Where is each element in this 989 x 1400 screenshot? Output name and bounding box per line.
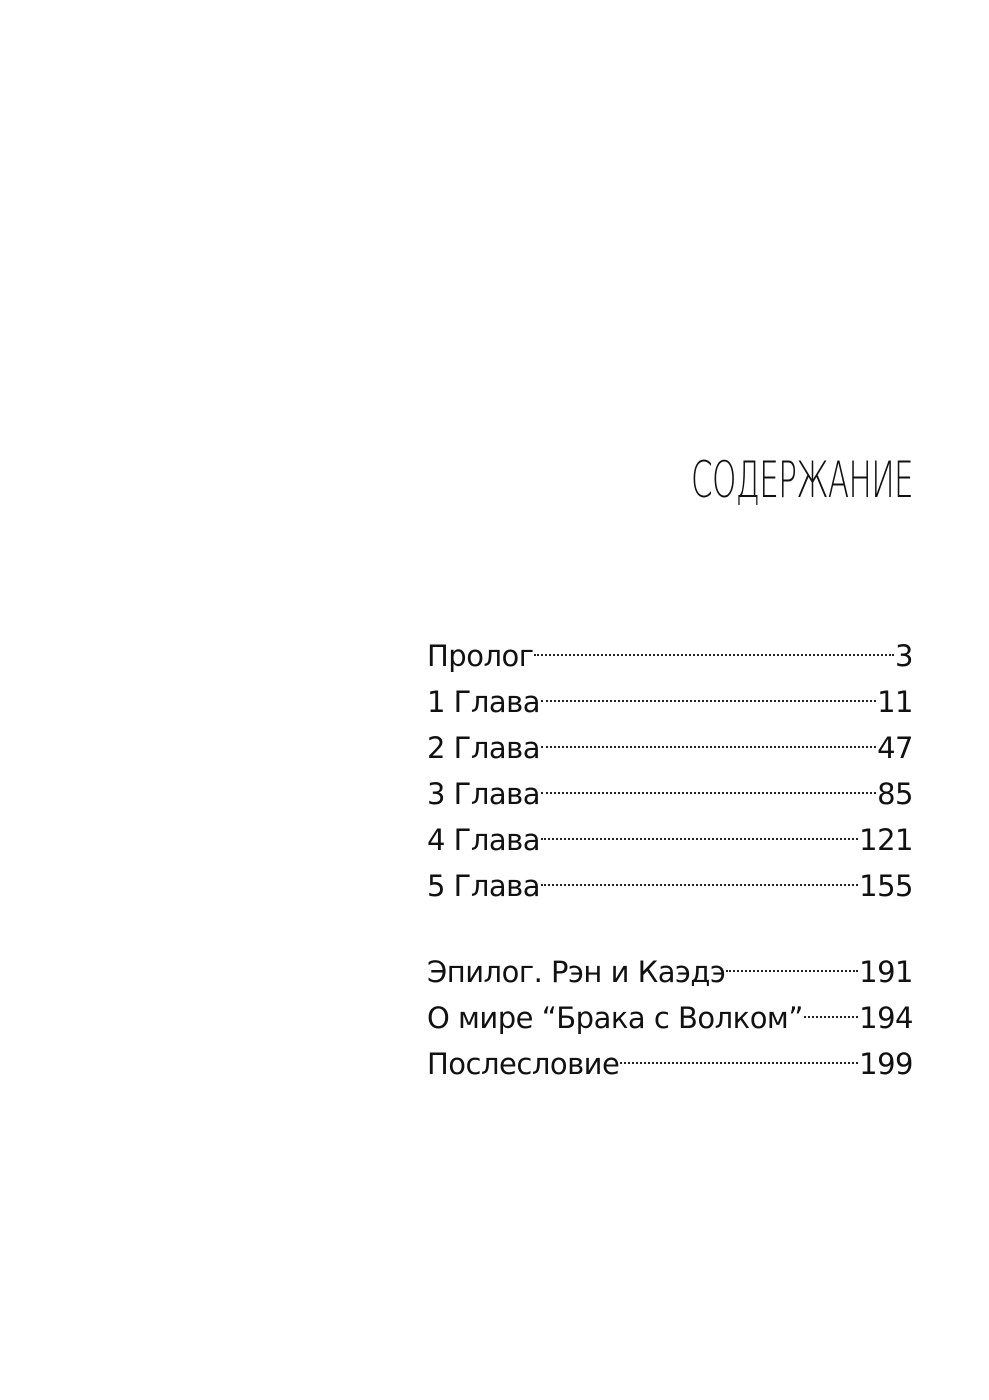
toc-entry-label: 1 Глава — [427, 685, 541, 719]
chapters-list — [427, 620, 913, 903]
toc-entry-epilogue[interactable] — [427, 936, 913, 989]
toc-entry-page: 85 — [877, 777, 913, 811]
dot-leader — [534, 620, 894, 666]
dot-leader — [541, 666, 876, 712]
toc-entry-label: 5 Глава — [427, 869, 541, 903]
toc-entry-page: 11 — [877, 685, 913, 719]
page-title: СОДЕРЖАНИЕ — [691, 451, 913, 509]
toc-entry-label: Пролог — [427, 639, 534, 673]
toc-entry-page: 194 — [859, 1001, 913, 1035]
toc-entry-label: О мире “Брака с Волком” — [427, 1001, 803, 1035]
toc-entry-prologue[interactable] — [427, 620, 913, 673]
dot-leader — [541, 850, 858, 896]
toc-entry-label: 2 Глава — [427, 731, 541, 765]
dot-leader — [620, 1028, 858, 1074]
toc-entry-page: 199 — [859, 1047, 913, 1081]
toc-entry-page: 155 — [859, 869, 913, 903]
dot-leader — [726, 936, 858, 982]
dot-leader — [541, 758, 876, 804]
toc-entry-page: 47 — [877, 731, 913, 765]
toc-entry-page: 121 — [859, 823, 913, 857]
dot-leader — [541, 712, 876, 758]
toc-entry-label: Эпилог. Рэн и Каэдэ — [427, 955, 726, 989]
toc-entry-label: Послесловие — [427, 1047, 620, 1081]
dot-leader — [541, 804, 858, 850]
extras-list — [427, 936, 913, 1081]
toc-entry-page: 191 — [859, 955, 913, 989]
toc-entry-page: 3 — [895, 639, 913, 673]
dot-leader — [804, 982, 858, 1028]
toc-entry-label: 4 Глава — [427, 823, 541, 857]
toc-entry-label: 3 Глава — [427, 777, 541, 811]
